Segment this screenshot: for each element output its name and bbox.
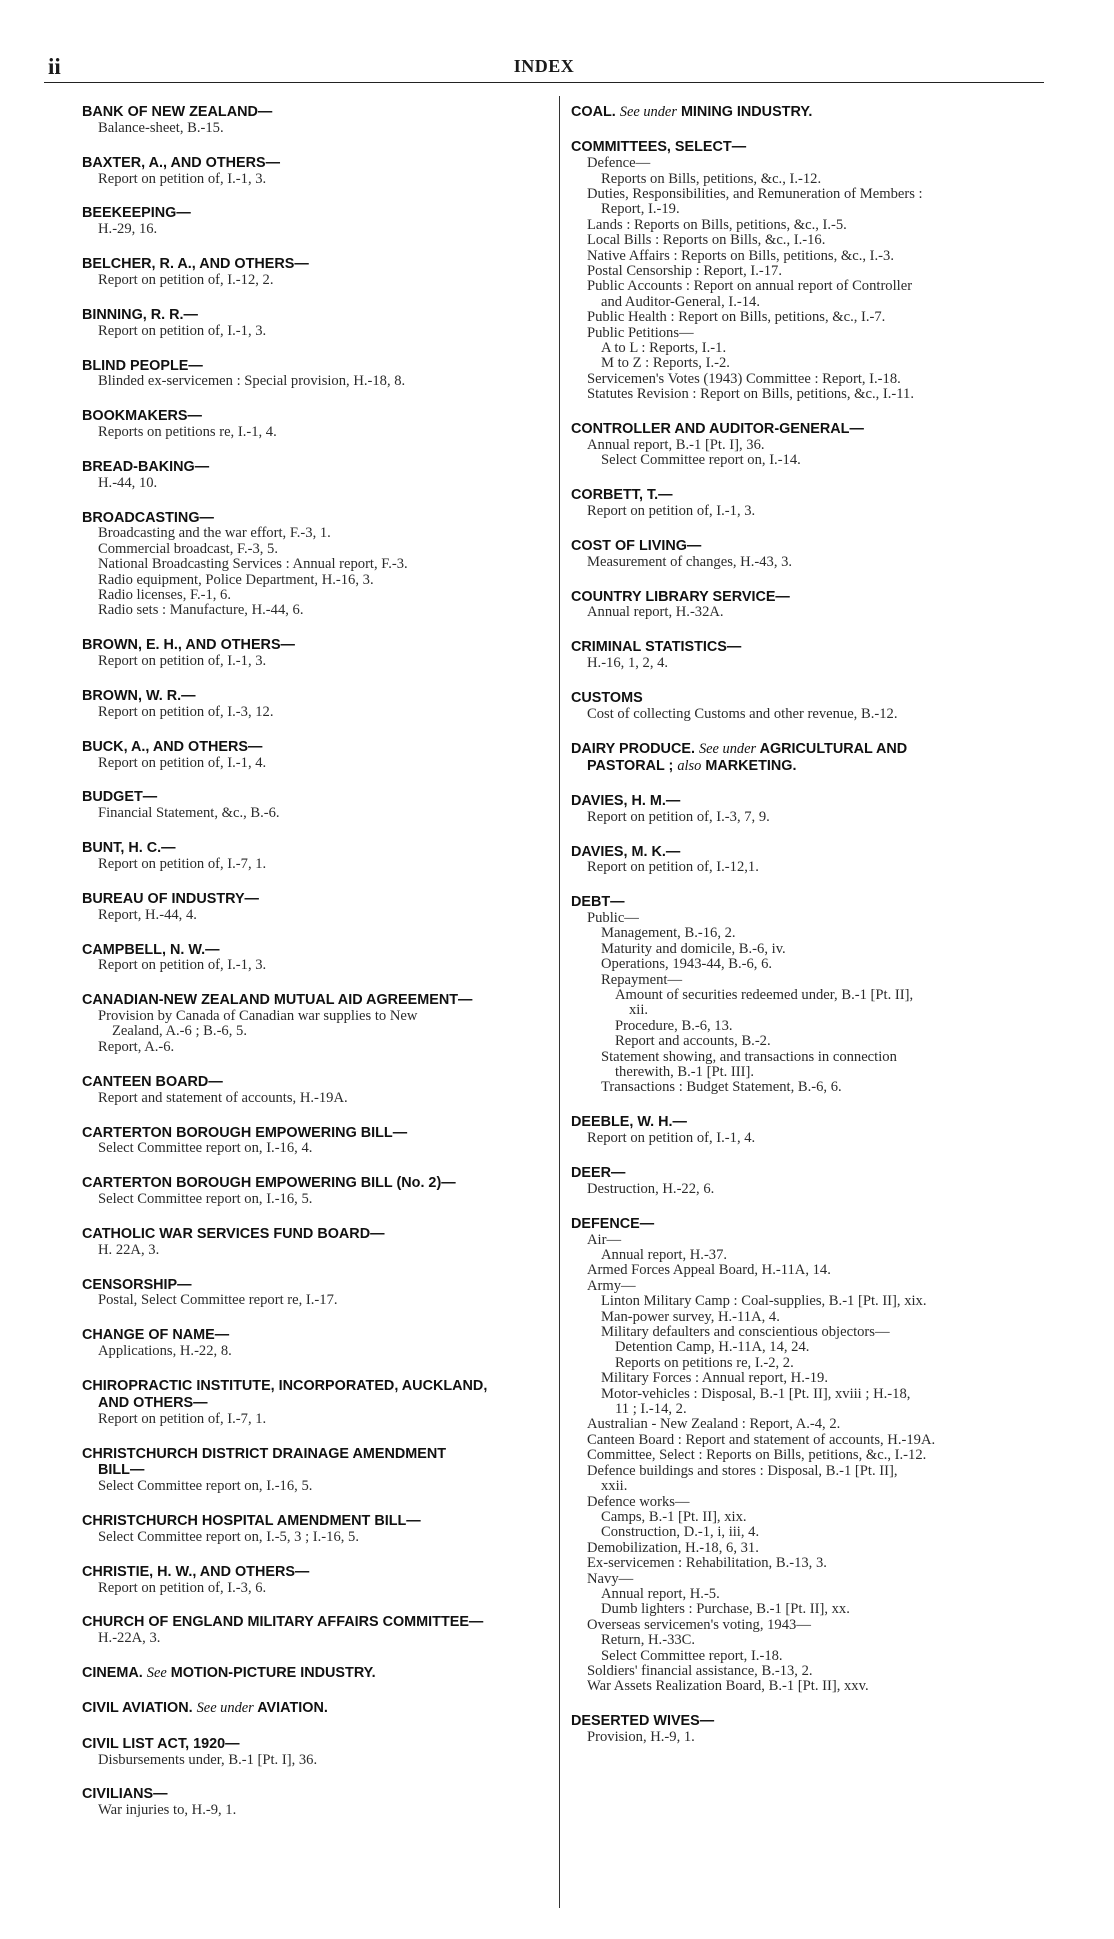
entry-subline: H.-44, 10.: [98, 474, 158, 491]
entry-heading: [82, 1226, 550, 1243]
index-entry: [571, 1165, 1039, 1197]
cross-reference-label: also: [677, 757, 702, 774]
entry-heading: [82, 1700, 550, 1717]
entry-subline: xii.: [629, 1002, 649, 1019]
entry-subline: Lands : Reports on Bills, petitions, &c., I.-5.: [587, 216, 847, 233]
page-title: INDEX: [513, 56, 575, 76]
heading-text: BAXTER, A., AND OTHERS—: [82, 154, 281, 171]
entry-subline: Report on petition of, I.-7, 1.: [98, 855, 267, 872]
entry-subline: Report on petition of, I.-12,1.: [587, 859, 759, 876]
heading-text: BINNING, R. R.—: [82, 306, 198, 323]
entry-subline: Dumb lighters : Purchase, B.-1 [Pt. II], xx.: [601, 1601, 850, 1618]
entry-subline: Report on petition of, I.-1, 4.: [587, 1130, 756, 1147]
entry-subline: Measurement of changes, H.-43, 3.: [587, 553, 793, 570]
entry-heading: [571, 538, 1039, 555]
index-entry: [82, 789, 550, 821]
index-entry: [82, 1226, 550, 1258]
entry-subline: Management, B.-16, 2.: [601, 925, 736, 942]
entry-subline: Australian - New Zealand : Report, A.-4, 2.: [587, 1416, 841, 1433]
entry-heading: [82, 789, 550, 806]
entry-subline: Armed Forces Appeal Board, H.-11A, 14.: [587, 1262, 831, 1279]
entry-subline: Motor-vehicles : Disposal, B.-1 [Pt. II], xviii ; H.-18,: [601, 1385, 911, 1402]
cross-reference-target: AGRICULTURAL AND: [759, 740, 908, 757]
entry-heading: [82, 688, 550, 705]
index-entry: [82, 1074, 550, 1106]
entry-heading: [82, 459, 550, 476]
entry-subline: H.-16, 1, 2, 4.: [587, 655, 669, 672]
entry-heading: [571, 639, 1039, 656]
entry-heading: [82, 1614, 550, 1631]
entry-subline: Zealand, A.-6 ; B.-6, 5.: [112, 1023, 247, 1040]
entry-subline: Amount of securities redeemed under, B.-1 [Pt. II],: [615, 987, 914, 1004]
entry-heading: [82, 1277, 550, 1294]
entry-heading: [571, 844, 1039, 861]
index-entry: [82, 510, 550, 619]
index-entry: [82, 1786, 550, 1818]
heading-text: BUNT, H. C.—: [82, 840, 176, 857]
entry-heading: [571, 894, 1039, 911]
heading-text: CHRISTCHURCH HOSPITAL AMENDMENT BILL—: [82, 1513, 421, 1530]
index-entry: [82, 1614, 550, 1646]
cross-reference-label: See under: [698, 740, 757, 757]
entry-subline: Applications, H.-22, 8.: [98, 1343, 232, 1360]
entry-heading: [82, 1736, 550, 1753]
heading-text: CANTEEN BOARD—: [82, 1073, 223, 1090]
index-entry: [82, 942, 550, 974]
entry-subline: War injuries to, H.-9, 1.: [98, 1802, 237, 1819]
cross-reference-target: MARKETING.: [705, 757, 797, 774]
entry-heading: [82, 256, 550, 273]
entry-subline: Select Committee report on, I.-5, 3 ; I.-16, 5.: [98, 1528, 360, 1545]
index-entry: [571, 421, 1039, 469]
index-entry: [82, 205, 550, 237]
heading-text: CRIMINAL STATISTICS—: [571, 639, 742, 656]
entry-subline: Public Petitions—: [587, 324, 694, 341]
entry-subline: Annual report, H.-32A.: [587, 604, 724, 621]
heading-text: DESERTED WIVES—: [571, 1713, 715, 1730]
heading-text: CANADIAN-NEW ZEALAND MUTUAL AID AGREEMENT—: [82, 992, 473, 1009]
entry-heading-continuation: [82, 1462, 550, 1479]
entry-subline: Radio sets : Manufacture, H.-44, 6.: [98, 602, 304, 619]
entry-subline: Defence works—: [587, 1493, 690, 1510]
entry-subline: Canteen Board : Report and statement of accounts, H.-19A.: [587, 1431, 936, 1448]
cross-reference-label: See under: [196, 1700, 254, 1717]
index-entry: [82, 1175, 550, 1207]
entry-subline: Financial Statement, &c., B.-6.: [98, 805, 280, 822]
cross-reference-label: See under: [619, 104, 677, 120]
entry-subline: Radio equipment, Police Department, H.-16, 3.: [98, 571, 374, 588]
heading-text: DAIRY PRODUCE.: [571, 740, 695, 757]
entry-subline: H.-29, 16.: [98, 221, 158, 238]
index-entry: [82, 358, 550, 390]
heading-text: CINEMA.: [82, 1665, 143, 1682]
heading-text: CAMPBELL, N. W.—: [82, 941, 220, 958]
cross-reference-target: MOTION-PICTURE INDUSTRY.: [170, 1665, 376, 1682]
entry-subline: Army—: [587, 1277, 636, 1294]
entry-subline: Reports on petitions re, I.-2, 2.: [615, 1354, 794, 1371]
index-entry: [571, 639, 1039, 671]
entry-subline: Return, H.-33C.: [601, 1632, 696, 1649]
index-entry: [571, 690, 1039, 722]
heading-text: CARTERTON BOROUGH EMPOWERING BILL (No. 2)—: [82, 1175, 456, 1192]
heading-text: DEBT—: [571, 894, 625, 911]
heading-text: CHANGE OF NAME—: [82, 1327, 230, 1344]
entry-subline: Committee, Select : Reports on Bills, petitions, &c., I.-12.: [587, 1447, 927, 1464]
index-entry: [82, 688, 550, 720]
entry-subline: Public Accounts : Report on annual report of Controller: [587, 278, 913, 295]
heading-text: CONTROLLER AND AUDITOR-GENERAL—: [571, 421, 864, 438]
index-entry: [571, 1713, 1039, 1745]
entry-subline: Select Committee report on, I.-16, 5.: [98, 1191, 313, 1207]
entry-subline: Defence buildings and stores : Disposal, B.-1 [Pt. II],: [587, 1462, 898, 1479]
heading-text: BUDGET—: [82, 789, 158, 806]
heading-text: BEEKEEPING—: [82, 205, 191, 222]
entry-subline: Balance-sheet, B.-15.: [98, 119, 224, 136]
cross-reference-label: See: [146, 1665, 167, 1682]
entry-subline: Military defaulters and conscientious objectors—: [601, 1324, 890, 1341]
entry-subline: Report on petition of, I.-1, 4.: [98, 754, 267, 771]
entry-subline: Provision by Canada of Canadian war supplies to New: [98, 1008, 418, 1025]
entry-subline: Repayment—: [601, 971, 683, 988]
entry-heading: [571, 139, 1039, 156]
entry-subline: Report on petition of, I.-3, 12.: [98, 703, 274, 720]
entry-heading: [82, 307, 550, 324]
index-entry: [571, 538, 1039, 570]
index-entry: [82, 1665, 550, 1682]
index-entry: [82, 1277, 550, 1309]
heading-text: DEFENCE—: [571, 1215, 655, 1232]
entry-subline: Man-power survey, H.-11A, 4.: [601, 1308, 780, 1325]
heading-text: BROADCASTING—: [82, 509, 214, 526]
heading-text: BUCK, A., AND OTHERS—: [82, 738, 263, 755]
entry-heading: [82, 358, 550, 375]
entry-subline: Maturity and domicile, B.-6, iv.: [601, 940, 786, 957]
entry-subline: Defence—: [587, 155, 651, 172]
entry-subline: Public—: [587, 910, 639, 927]
entry-subline: 11 ; I.-14, 2.: [615, 1401, 687, 1418]
entry-heading: [82, 1446, 550, 1463]
entry-heading: [571, 793, 1039, 810]
entry-heading: [82, 840, 550, 857]
heading-text: BROWN, W. R.—: [82, 688, 196, 705]
index-entry: [82, 1125, 550, 1157]
entry-subline: Select Committee report on, I.-16, 4.: [98, 1140, 313, 1157]
entry-heading: [571, 1216, 1039, 1233]
entry-subline: Blinded ex-servicemen : Special provision, H.-18, 8.: [98, 373, 406, 390]
entry-subline: Disbursements under, B.-1 [Pt. I], 36.: [98, 1751, 318, 1768]
entry-subline: Report on petition of, I.-1, 3.: [587, 503, 756, 519]
heading-text: CIVIL AVIATION.: [82, 1700, 193, 1717]
index-entry: [571, 1216, 1039, 1695]
entry-subline: Broadcasting and the war effort, F.-3, 1.: [98, 525, 331, 542]
entry-subline: Overseas servicemen's voting, 1943—: [587, 1616, 811, 1633]
heading-text: CHRISTCHURCH DISTRICT DRAINAGE AMENDMENT: [82, 1445, 447, 1462]
entry-heading-continuation: [82, 1395, 550, 1412]
entry-heading: [82, 739, 550, 756]
heading-text-continued: PASTORAL ;: [587, 757, 674, 774]
entry-subline: Cost of collecting Customs and other revenue, B.-12.: [587, 705, 898, 722]
entry-heading: [82, 1564, 550, 1581]
entry-heading: [571, 1165, 1039, 1182]
entry-heading: [571, 690, 1039, 707]
entry-subline: Select Committee report on, I.-14.: [601, 452, 801, 469]
index-entry: [82, 459, 550, 491]
entry-heading: [82, 1786, 550, 1803]
index-entry: [571, 589, 1039, 621]
entry-heading: [571, 1114, 1039, 1131]
entry-subline: Report and accounts, B.-2.: [615, 1033, 771, 1050]
heading-text: CATHOLIC WAR SERVICES FUND BOARD—: [82, 1225, 385, 1242]
heading-text: DEER—: [571, 1165, 626, 1182]
index-entry: [571, 894, 1039, 1096]
heading-text: CARTERTON BOROUGH EMPOWERING BILL—: [82, 1124, 408, 1141]
index-entry: [82, 155, 550, 187]
entry-subline: National Broadcasting Services : Annual report, F.-3.: [98, 556, 408, 573]
entry-heading-continuation: [571, 758, 1039, 775]
entry-heading: [571, 1713, 1039, 1730]
entry-heading: [82, 1125, 550, 1142]
heading-text: DAVIES, M. K.—: [571, 843, 681, 860]
entry-subline: Statement showing, and transactions in connection: [601, 1048, 897, 1065]
heading-text: COAL.: [571, 104, 616, 120]
heading-text: BUREAU OF INDUSTRY—: [82, 890, 259, 907]
entry-heading: [82, 205, 550, 222]
entry-subline: Public Health : Report on Bills, petitions, &c., I.-7.: [587, 309, 886, 326]
entry-subline: Report, H.-44, 4.: [98, 906, 197, 923]
heading-text: CUSTOMS: [571, 690, 643, 707]
entry-heading: [82, 1665, 550, 1682]
heading-text: BLIND PEOPLE—: [82, 357, 203, 374]
cross-reference-target: AVIATION.: [257, 1700, 328, 1717]
index-entry: [82, 1327, 550, 1359]
entry-subline: Air—: [587, 1231, 622, 1248]
entry-heading: [571, 487, 1039, 504]
index-entry: [571, 139, 1039, 402]
entry-heading: [82, 942, 550, 959]
entry-subline: xxii.: [601, 1478, 628, 1495]
entry-heading: [82, 408, 550, 425]
entry-heading: [571, 589, 1039, 606]
entry-subline: Report on petition of, I.-1, 3.: [98, 170, 267, 187]
entry-heading: [82, 992, 550, 1009]
index-entry: [571, 793, 1039, 825]
entry-subline: Report, A.-6.: [98, 1038, 175, 1055]
heading-text: CORBETT, T.—: [571, 487, 673, 504]
column-divider: [559, 96, 560, 1908]
entry-subline: Select Committee report on, I.-16, 5.: [98, 1478, 313, 1495]
entry-subline: Report on petition of, I.-3, 7, 9.: [587, 808, 770, 825]
index-entry: [82, 992, 550, 1055]
entry-subline: Camps, B.-1 [Pt. II], xix.: [601, 1508, 747, 1525]
heading-text: BANK OF NEW ZEALAND—: [82, 104, 273, 120]
page-header: [44, 50, 1044, 83]
index-entry: [82, 1378, 550, 1427]
entry-subline: Postal, Select Committee report re, I.-17.: [98, 1292, 338, 1309]
entry-subline: Linton Military Camp : Coal-supplies, B.-1 [Pt. II], xix.: [601, 1293, 927, 1310]
index-entry: [82, 1736, 550, 1768]
entry-subline: Soldiers' financial assistance, B.-13, 2.: [587, 1662, 813, 1679]
entry-subline: Transactions : Budget Statement, B.-6, 6.: [601, 1079, 842, 1096]
index-entry: [82, 104, 550, 136]
heading-text: CHURCH OF ENGLAND MILITARY AFFAIRS COMMITTEE—: [82, 1614, 484, 1631]
heading-text-continued: BILL—: [98, 1462, 145, 1479]
entry-subline: Navy—: [587, 1570, 634, 1587]
index-entry: [571, 487, 1039, 519]
entry-subline: Radio licenses, F.-1, 6.: [98, 587, 231, 604]
heading-text: BOOKMAKERS—: [82, 408, 202, 425]
entry-subline: Report on petition of, I.-12, 2.: [98, 271, 274, 288]
index-entry: [82, 739, 550, 771]
entry-subline: A to L : Reports, I.-1.: [601, 339, 727, 356]
index-entry: [571, 104, 1039, 121]
entry-subline: H. 22A, 3.: [98, 1241, 160, 1258]
heading-text: BELCHER, R. A., AND OTHERS—: [82, 256, 309, 273]
entry-subline: Detention Camp, H.-11A, 14, 24.: [615, 1339, 810, 1356]
entry-heading: [82, 891, 550, 908]
heading-text: COUNTRY LIBRARY SERVICE—: [571, 588, 790, 605]
cross-reference-target: MINING INDUSTRY.: [680, 104, 813, 120]
entry-subline: Ex-servicemen : Rehabilitation, B.-13, 3.: [587, 1555, 827, 1572]
entry-subline: Construction, D.-1, i, iii, 4.: [601, 1524, 760, 1541]
entry-subline: Annual report, B.-1 [Pt. I], 36.: [587, 436, 765, 453]
entry-subline: Select Committee report, I.-18.: [601, 1647, 783, 1664]
index-entry: [571, 1114, 1039, 1146]
index-entry: [82, 307, 550, 339]
index-entry: [82, 1700, 550, 1717]
entry-subline: and Auditor-General, I.-14.: [601, 293, 760, 310]
entry-subline: Local Bills : Reports on Bills, &c., I.-16.: [587, 232, 826, 249]
entry-subline: Military Forces : Annual report, H.-19.: [601, 1370, 828, 1387]
heading-text: DAVIES, H. M.—: [571, 792, 681, 809]
entry-subline: Provision, H.-9, 1.: [587, 1729, 695, 1746]
index-entry: [571, 741, 1039, 775]
entry-subline: War Assets Realization Board, B.-1 [Pt. II], xxv.: [587, 1678, 869, 1695]
heading-text: BROWN, E. H., AND OTHERS—: [82, 637, 295, 654]
entry-subline: Reports on petitions re, I.-1, 4.: [98, 424, 277, 441]
heading-text: CENSORSHIP—: [82, 1276, 192, 1293]
page-number: ii: [48, 54, 61, 79]
entry-subline: Postal Censorship : Report, I.-17.: [587, 262, 782, 279]
index-entry: [82, 1564, 550, 1596]
index-entry: [82, 1513, 550, 1545]
index-entry: [82, 256, 550, 288]
entry-heading: [82, 637, 550, 654]
index-entry: [82, 637, 550, 669]
heading-text: CIVIL LIST ACT, 1920—: [82, 1735, 240, 1752]
heading-text: CHRISTIE, H. W., AND OTHERS—: [82, 1563, 310, 1580]
entry-subline: therewith, B.-1 [Pt. III].: [615, 1064, 755, 1081]
index-entry: [82, 840, 550, 872]
entry-subline: Demobilization, H.-18, 6, 31.: [587, 1539, 759, 1556]
entry-subline: Report on petition of, I.-3, 6.: [98, 1579, 267, 1596]
entry-subline: Statutes Revision : Report on Bills, petitions, &c., I.-11.: [587, 386, 914, 403]
entry-subline: Operations, 1943-44, B.-6, 6.: [601, 956, 773, 973]
entry-heading: [82, 1513, 550, 1530]
entry-subline: Native Affairs : Reports on Bills, petitions, &c., I.-3.: [587, 247, 894, 264]
entry-heading: [82, 1378, 550, 1395]
entry-subline: Duties, Responsibilities, and Remuneration of Members :: [587, 185, 923, 202]
entry-subline: Report and statement of accounts, H.-19A.: [98, 1089, 348, 1106]
entry-heading: [571, 104, 1039, 121]
entry-heading: [571, 741, 1039, 758]
entry-heading: [82, 155, 550, 172]
entry-heading: [82, 1074, 550, 1091]
entry-subline: M to Z : Reports, I.-2.: [601, 355, 730, 372]
heading-text: COMMITTEES, SELECT—: [571, 139, 747, 156]
entry-subline: Procedure, B.-6, 13.: [615, 1017, 733, 1034]
heading-text: CHIROPRACTIC INSTITUTE, INCORPORATED, AUCKLAND,: [82, 1378, 488, 1395]
entry-heading: [82, 1327, 550, 1344]
index-entry: [82, 891, 550, 923]
index-column-left: [82, 104, 550, 1837]
entry-subline: Report on petition of, I.-7, 1.: [98, 1410, 267, 1427]
index-entry: [82, 1446, 550, 1495]
entry-subline: Servicemen's Votes (1943) Committee : Report, I.-18.: [587, 370, 901, 387]
entry-subline: Report on petition of, I.-1, 3.: [98, 322, 267, 339]
entry-subline: Commercial broadcast, F.-3, 5.: [98, 540, 278, 557]
entry-subline: Report on petition of, I.-1, 3.: [98, 957, 267, 974]
entry-subline: Annual report, H.-37.: [601, 1247, 728, 1263]
entry-subline: Reports on Bills, petitions, &c., I.-12.: [601, 170, 822, 187]
heading-text: CIVILIANS—: [82, 1786, 168, 1803]
entry-subline: H.-22A, 3.: [98, 1630, 161, 1647]
heading-text: BREAD-BAKING—: [82, 458, 210, 475]
entry-heading: [82, 104, 550, 121]
entry-subline: Annual report, H.-5.: [601, 1585, 720, 1602]
index-entry: [82, 408, 550, 440]
entry-subline: Destruction, H.-22, 6.: [587, 1180, 715, 1197]
entry-subline: Report on petition of, I.-1, 3.: [98, 653, 267, 670]
index-entry: [571, 844, 1039, 876]
entry-heading: [82, 1175, 550, 1192]
entry-heading: [82, 510, 550, 527]
index-column-right: [571, 104, 1039, 1764]
entry-subline: Report, I.-19.: [601, 201, 680, 218]
heading-text-continued: AND OTHERS—: [98, 1394, 208, 1411]
heading-text: COST OF LIVING—: [571, 537, 702, 554]
entry-heading: [571, 421, 1039, 438]
heading-text: DEEBLE, W. H.—: [571, 1114, 687, 1131]
